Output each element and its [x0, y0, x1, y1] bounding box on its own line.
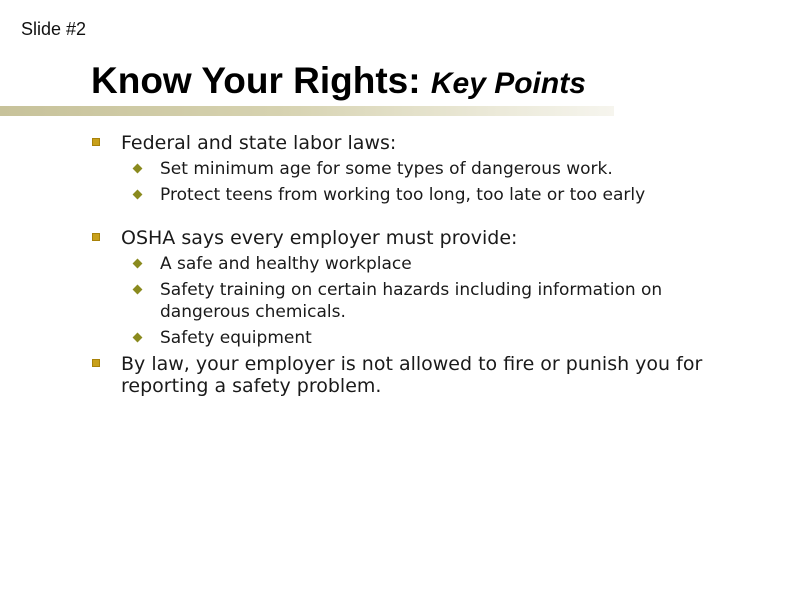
title-main: Know Your Rights:: [91, 60, 421, 101]
sub-bullet-item: [130, 184, 751, 206]
title-underline-bar: [0, 106, 614, 116]
sub-bullet-item: [130, 253, 751, 275]
square-bullet-icon: [92, 233, 100, 241]
bullet-item-labor-laws: [91, 132, 751, 206]
slide-content: [91, 132, 751, 397]
slide-number: Slide #2: [21, 19, 87, 39]
sub-bullet-list: [121, 158, 751, 206]
sub-bullet-list: [121, 253, 751, 349]
square-bullet-icon: [92, 359, 100, 367]
sub-bullet-item: [130, 158, 751, 180]
title-subtitle: Key Points: [430, 67, 586, 100]
bullet-text: Federal and state labor laws:: [121, 132, 397, 154]
bullet-item-osha: [91, 227, 751, 349]
sub-bullet-text: A safe and healthy workplace: [160, 254, 412, 274]
slide-title: [91, 59, 586, 106]
sub-bullet-text: Safety equipment: [160, 328, 312, 348]
bullet-list: [91, 132, 751, 397]
sub-bullet-text: Set minimum age for some types of dangerous work.: [160, 159, 613, 179]
bullet-text: By law, your employer is not allowed to fire or punish you for reporting a safety problem.: [121, 353, 703, 397]
bullet-text: OSHA says every employer must provide:: [121, 227, 518, 249]
sub-bullet-item: [130, 327, 751, 349]
square-bullet-icon: [92, 138, 100, 146]
bullet-item-employer-protection: [91, 353, 751, 397]
sub-bullet-item: [130, 279, 751, 323]
sub-bullet-text: Protect teens from working too long, too late or too early: [160, 185, 646, 205]
sub-bullet-text: Safety training on certain hazards including information on dangerous chemicals.: [160, 280, 663, 322]
